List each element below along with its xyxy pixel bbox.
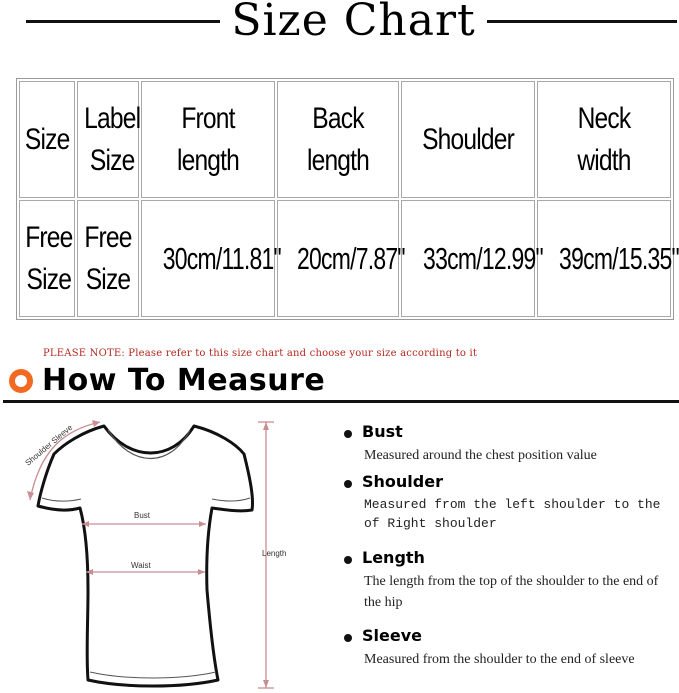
table-header-cell: Size	[19, 81, 75, 198]
section-title: How To Measure	[42, 363, 326, 398]
definition-term: Bust	[362, 422, 403, 441]
right-sleeve-hem	[212, 498, 250, 501]
dot-bullet-icon	[344, 480, 352, 488]
length-arrowhead-bottom	[263, 680, 269, 688]
table-header-cell: Front length	[141, 81, 275, 198]
left-sleeve-hem	[42, 498, 81, 501]
table-header-cell: Shoulder	[401, 81, 535, 198]
bottom-hem	[90, 672, 216, 678]
table-header-cell: Back length	[277, 81, 399, 198]
section-rule	[3, 400, 679, 403]
definition-description: Measured from the shoulder to the end of sleeve	[364, 652, 635, 667]
waist-label: Waist	[131, 561, 151, 570]
shoulder-sleeve-label: Shoulder Sleeve	[23, 422, 75, 468]
shoulder-sleeve-arrowhead-top	[92, 420, 100, 427]
definition-term: Length	[362, 548, 425, 567]
definition-term: Shoulder	[362, 472, 443, 491]
length-label: Length	[262, 549, 287, 558]
definition-description: Measured from the left shoulder to the of Right shoulder	[364, 497, 661, 531]
title-rule-right	[487, 20, 677, 23]
dot-bullet-icon	[344, 430, 352, 438]
table-cell: 39cm/15.35"	[537, 200, 671, 317]
tshirt-outline	[38, 426, 253, 686]
table-cell: Free Size	[77, 200, 139, 317]
bust-label: Bust	[134, 511, 151, 520]
tshirt-diagram	[0, 410, 330, 693]
table-cell: 20cm/7.87"	[277, 200, 399, 317]
dot-bullet-icon	[344, 634, 352, 642]
definition-description: Measured around the chest position value	[364, 448, 597, 463]
dot-bullet-icon	[344, 556, 352, 564]
table-cell: 33cm/12.99"	[401, 200, 535, 317]
definition-description: The length from the top of the shoulder to the end of the hip	[364, 574, 659, 610]
definition-term: Sleeve	[362, 626, 422, 645]
page-title: Size Chart	[231, 0, 476, 46]
table-header-row	[19, 81, 671, 198]
length-arrowhead-top	[263, 422, 269, 430]
title-rule-left	[26, 20, 220, 23]
waist-arrowhead-right	[198, 569, 205, 575]
table-row	[19, 200, 671, 317]
shoulder-sleeve-arrowhead-bottom	[27, 491, 34, 500]
size-note: PLEASE NOTE: Please refer to this size chart and choose your size according to it	[43, 348, 478, 359]
bust-arrowhead-right	[199, 521, 206, 527]
size-table	[16, 78, 679, 320]
table-cell: 30cm/11.81"	[141, 200, 275, 317]
orange-ring-icon	[6, 366, 36, 396]
table-header-cell: Label Size	[77, 81, 139, 198]
size-chart-header	[0, 0, 679, 46]
table-cell: Free Size	[19, 200, 75, 317]
table-header-cell: Neck width	[537, 81, 671, 198]
